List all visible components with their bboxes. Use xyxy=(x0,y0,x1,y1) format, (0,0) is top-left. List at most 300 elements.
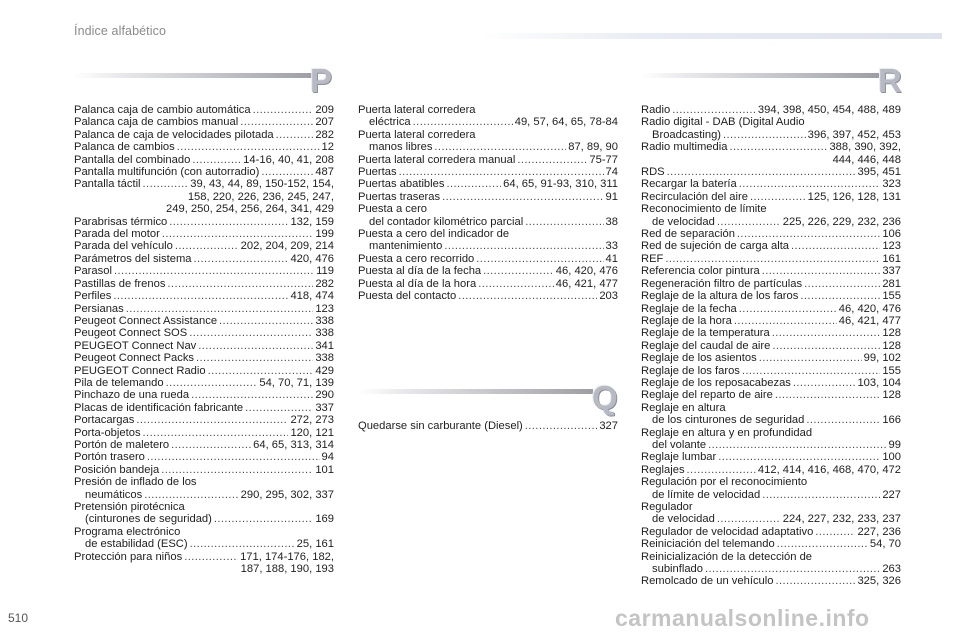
index-entry-row xyxy=(641,340,901,352)
index-entry-text: Remolcado de un vehículo xyxy=(641,575,774,588)
index-entry-row xyxy=(74,178,334,190)
dot-leader xyxy=(136,414,288,426)
index-entry-pages: 225, 226, 229, 232, 236 xyxy=(782,215,901,228)
dot-leader xyxy=(169,216,288,228)
dot-leader xyxy=(126,303,314,315)
index-entry-pages: 396, 397, 452, 453 xyxy=(807,128,901,141)
dot-leader xyxy=(177,141,320,153)
index-entry-row xyxy=(74,166,334,178)
index-entry-row xyxy=(641,365,901,377)
dot-leader xyxy=(413,116,513,128)
index-entry xyxy=(641,203,901,228)
index-entry xyxy=(641,389,901,401)
section-q-letter: Q xyxy=(592,379,618,416)
index-entry-row xyxy=(641,489,901,501)
index-entry-text: Reglaje de los reposacabezas xyxy=(641,376,791,389)
index-entry-row xyxy=(74,253,334,265)
section-p-letter: P xyxy=(310,62,333,99)
dot-leader xyxy=(729,141,827,153)
index-entry-row xyxy=(641,278,901,290)
index-entry-pages: 155 xyxy=(882,364,901,377)
dot-leader xyxy=(442,191,603,203)
index-entry xyxy=(74,104,334,116)
index-entry xyxy=(641,253,901,265)
index-entry-row xyxy=(74,240,334,252)
index-entry-row xyxy=(641,141,901,153)
dot-leader xyxy=(775,575,855,587)
dot-leader xyxy=(171,439,251,451)
index-entry xyxy=(358,191,618,203)
index-entry-row xyxy=(74,327,334,339)
dot-leader xyxy=(196,352,313,364)
index-entry xyxy=(74,154,334,166)
index-entry-row xyxy=(641,513,901,525)
dot-leader xyxy=(446,178,501,190)
dot-leader xyxy=(672,104,756,116)
index-entry xyxy=(641,352,901,364)
index-entry-pages: 54, 70, 71, 139 xyxy=(259,376,334,389)
index-entry-pages: 103, 104 xyxy=(857,376,901,389)
index-entry-row xyxy=(74,365,334,377)
index-entry-text: Protección para niños xyxy=(74,550,183,563)
index-entry-row xyxy=(641,451,901,463)
dot-leader xyxy=(175,240,239,252)
index-entry-row xyxy=(74,303,334,315)
index-entry xyxy=(74,315,334,327)
index-entry-row xyxy=(74,538,334,550)
index-entry-text: Recargar la batería xyxy=(641,178,737,191)
dot-leader xyxy=(240,116,313,128)
dot-leader xyxy=(705,563,880,575)
index-entry-row xyxy=(641,191,901,203)
index-entry-text: Parada del motor xyxy=(74,228,160,241)
index-entry xyxy=(74,377,334,389)
index-entry-pages-continued: 444, 446, 448 xyxy=(832,153,901,166)
index-entry-row xyxy=(358,265,618,277)
index-entry xyxy=(74,501,334,526)
index-entry-pages: 199 xyxy=(315,228,334,241)
index-entry-heading: Puesta a cero del indicador de xyxy=(358,228,510,241)
index-entry-heading: Regulación por el reconocimiento xyxy=(641,476,808,489)
index-entry-text: Parasol xyxy=(74,265,112,278)
index-entry-text: Reglaje de la altura de los faros xyxy=(641,290,799,303)
dot-leader xyxy=(762,265,881,277)
index-entry xyxy=(641,265,901,277)
dot-leader xyxy=(219,315,313,327)
index-entry xyxy=(641,427,901,452)
index-entry-text: de velocidad xyxy=(652,215,715,228)
index-entry-pages-continued: 249, 250, 254, 256, 264, 341, 429 xyxy=(166,203,334,216)
index-entry-row xyxy=(641,414,901,426)
index-entry-pages-continued: 187, 188, 190, 193 xyxy=(240,563,334,576)
dot-leader xyxy=(739,178,881,190)
index-entry-pages: 54, 70 xyxy=(869,538,901,551)
dot-leader xyxy=(191,389,313,401)
index-entry xyxy=(358,290,618,302)
index-entry-heading: Pretensión pirotécnica xyxy=(74,501,185,513)
index-entry-pages: 46, 420, 476 xyxy=(555,265,618,278)
dot-leader xyxy=(167,278,313,290)
index-entry-text: del volante xyxy=(652,438,707,451)
index-entry-text: Perfiles xyxy=(74,290,112,303)
index-entry-text: de límite de velocidad xyxy=(652,488,761,501)
index-entry-heading: Programa electrónico xyxy=(74,525,181,538)
index-entry-text: Reglaje de los faros xyxy=(641,364,740,377)
index-entry-row xyxy=(358,216,618,228)
index-entry-row xyxy=(641,377,901,389)
index-entry xyxy=(74,365,334,377)
index-entry-row xyxy=(74,141,334,153)
index-entry xyxy=(641,451,901,463)
index-entry xyxy=(74,414,334,426)
dot-leader xyxy=(734,315,837,327)
index-entry-pages: 99, 102 xyxy=(863,352,901,365)
index-entry-text: de los cinturones de seguridad xyxy=(652,414,805,427)
index-entry-pages: 123 xyxy=(882,240,901,253)
index-entry-text: Puertas xyxy=(358,166,397,179)
index-entry-row xyxy=(74,352,334,364)
index-entry-pages: 418, 474 xyxy=(290,290,334,303)
index-entry-row xyxy=(74,104,334,116)
index-entry xyxy=(641,551,901,576)
index-entry xyxy=(641,402,901,427)
dot-leader xyxy=(806,414,880,426)
dot-leader xyxy=(208,365,314,377)
index-entry-pages: 388, 390, 392, xyxy=(829,141,901,154)
index-entry-row xyxy=(641,352,901,364)
index-entry xyxy=(358,265,618,277)
index-entry xyxy=(641,575,901,587)
index-entry-heading: Regulador xyxy=(641,501,693,513)
index-entry-row xyxy=(358,253,618,265)
dot-leader xyxy=(800,290,880,302)
dot-leader xyxy=(742,365,880,377)
index-entry-text: RDS xyxy=(641,166,665,179)
dot-leader xyxy=(476,253,603,265)
index-entry-row xyxy=(74,116,334,128)
index-entry xyxy=(641,303,901,315)
index-entry-text: (cinturones de seguridad) xyxy=(85,513,212,526)
index-entry xyxy=(74,303,334,315)
dot-leader xyxy=(517,154,587,166)
index-entry xyxy=(641,365,901,377)
dot-leader xyxy=(276,129,314,141)
index-entry-pages: 224, 227, 232, 233, 237 xyxy=(782,513,901,526)
index-entry-text: Referencia color pintura xyxy=(641,265,760,278)
index-entry-row xyxy=(641,290,901,302)
index-entry-pages: 119 xyxy=(316,265,334,278)
index-entry xyxy=(74,240,334,252)
index-entry-pages: 64, 65, 313, 314 xyxy=(253,438,334,451)
index-entry-heading: Reconocimiento de límite xyxy=(641,203,767,216)
index-entry xyxy=(74,439,334,451)
dot-leader xyxy=(708,439,886,451)
index-entry-pages: 46, 420, 476 xyxy=(838,302,901,315)
dot-leader xyxy=(737,228,880,240)
dot-leader xyxy=(739,303,837,315)
index-entry-pages: 290 xyxy=(315,389,334,402)
dot-leader xyxy=(777,538,868,550)
index-entry-row xyxy=(358,141,618,153)
index-entry-pages: 39, 43, 44, 89, 150-152, 154, xyxy=(190,178,334,191)
dot-leader xyxy=(723,129,806,141)
index-entry-text: Pastillas de frenos xyxy=(74,277,166,290)
index-entry xyxy=(641,191,901,203)
index-entry xyxy=(641,476,901,501)
index-entry-text: Puerta lateral corredera manual xyxy=(358,153,516,166)
header-divider xyxy=(480,33,942,39)
index-entry-text: Recirculación del aire xyxy=(641,190,748,203)
index-entry-row xyxy=(641,303,901,315)
index-entry-pages: 338 xyxy=(315,352,334,365)
index-entry-text: mantenimiento xyxy=(369,240,443,253)
dot-leader xyxy=(718,451,880,463)
index-entry-text: PEUGEOT Connect Radio xyxy=(74,364,206,377)
index-entry xyxy=(358,278,618,290)
index-entry-pages: 282 xyxy=(315,128,334,141)
index-entry-text: Porta-objetos xyxy=(74,426,141,439)
index-entry xyxy=(358,154,618,166)
index-entry-text: Puertas traseras xyxy=(358,190,441,203)
index-entry-pages: 337 xyxy=(315,401,334,414)
index-entry-text: Peugeot Connect Packs xyxy=(74,352,195,365)
index-entry-text: Puertas abatibles xyxy=(358,178,445,191)
index-entry-pages: 202, 204, 209, 214 xyxy=(240,240,334,253)
dot-leader xyxy=(717,216,781,228)
index-entry-pages: 281 xyxy=(882,277,901,290)
index-entry-pages: 272, 273 xyxy=(290,414,334,427)
dot-leader xyxy=(444,240,603,252)
index-entry-row xyxy=(74,129,334,141)
index-entry-row xyxy=(74,414,334,426)
index-entry-pages: 106 xyxy=(882,228,901,241)
index-entry-pages: 128 xyxy=(882,327,901,340)
index-entry-row xyxy=(74,290,334,302)
index-entry-pages: 101 xyxy=(315,463,334,476)
dot-leader xyxy=(434,141,566,153)
index-entry xyxy=(641,228,901,240)
index-entry xyxy=(358,253,618,265)
index-entry-pages: 227 xyxy=(882,488,901,501)
index-entry-row xyxy=(74,377,334,389)
index-entry-pages: 25, 161 xyxy=(296,538,334,551)
index-entry xyxy=(641,501,901,526)
index-entry-row xyxy=(641,104,901,116)
index-entry-row xyxy=(641,439,901,451)
index-entry-text: subinflado xyxy=(652,563,704,576)
index-column-q xyxy=(358,420,618,432)
index-entry-pages: 323 xyxy=(882,178,901,191)
index-entry-row xyxy=(74,389,334,401)
index-entry-text: Posición bandeja xyxy=(74,463,160,476)
index-entry-row xyxy=(74,489,334,501)
dot-leader xyxy=(114,265,314,277)
index-entry-pages: 263 xyxy=(882,563,901,576)
dot-leader xyxy=(791,240,880,252)
index-entry-pages: 227, 236 xyxy=(857,525,901,538)
index-entry-row xyxy=(641,216,901,228)
index-entry-text: Palanca caja de cambios manual xyxy=(74,116,239,129)
index-entry-heading: Puesta a cero xyxy=(358,203,428,216)
index-entry xyxy=(74,166,334,178)
index-entry-row xyxy=(641,464,901,476)
index-entry-pages: 128 xyxy=(882,389,901,402)
dot-leader xyxy=(194,253,289,265)
index-entry-text: Palanca de cambios xyxy=(74,141,175,154)
index-entry-pages: 395, 451 xyxy=(857,166,901,179)
index-entry-row xyxy=(641,315,901,327)
dot-leader xyxy=(793,377,856,389)
dot-leader xyxy=(161,464,313,476)
index-entry-text: Pantalla táctil xyxy=(74,178,141,191)
index-entry-row xyxy=(358,178,618,190)
index-entry-text: Portón de maletero xyxy=(74,438,170,451)
index-entry xyxy=(74,427,334,439)
section-p-divider xyxy=(74,73,314,78)
index-entry-text: Reglaje lumbar xyxy=(641,451,717,464)
index-entry-pages: 38 xyxy=(605,215,618,228)
dot-leader xyxy=(253,104,314,116)
index-entry-pages: 341 xyxy=(315,339,334,352)
index-entry-pages: 49, 57, 64, 65, 78-84 xyxy=(514,116,618,129)
index-entry-row xyxy=(74,315,334,327)
index-entry-text: neumáticos xyxy=(85,488,143,501)
index-entry xyxy=(641,340,901,352)
index-entry-pages: 327 xyxy=(599,420,618,432)
index-entry-row xyxy=(641,575,901,587)
index-entry xyxy=(74,265,334,277)
index-entry-row xyxy=(358,290,618,302)
index-entry-text: Red de sujeción de carga alta xyxy=(641,240,790,253)
dot-leader xyxy=(525,420,598,432)
index-entry-text: Palanca caja de cambio automática xyxy=(74,104,251,116)
index-entry-text: Palanca de caja de velocidades pilotada xyxy=(74,128,274,141)
index-entry xyxy=(74,116,334,128)
index-entry-row xyxy=(641,253,901,265)
dot-leader xyxy=(147,451,320,463)
index-entry-text: Pantalla del combinado xyxy=(74,153,191,166)
index-entry-text: Puesta a cero recorrido xyxy=(358,252,475,265)
index-entry-row xyxy=(358,116,618,128)
index-entry-text: PEUGEOT Connect Nav xyxy=(74,339,197,352)
index-entry xyxy=(74,451,334,463)
index-entry-pages: 171, 174-176, 182, xyxy=(240,550,334,563)
index-entry-pages: 12 xyxy=(321,141,334,154)
index-entry-pages: 325, 326 xyxy=(857,575,901,588)
dot-leader xyxy=(113,290,288,302)
dot-leader xyxy=(483,265,554,277)
index-entry-text: REF xyxy=(641,252,664,265)
index-entry-row xyxy=(641,265,901,277)
index-entry xyxy=(358,228,618,253)
index-entry-pages: 33 xyxy=(605,240,618,253)
index-entry-pages: 203 xyxy=(599,290,618,303)
index-entry xyxy=(358,178,618,190)
index-entry-text: Peugeot Connect Assistance xyxy=(74,314,218,327)
index-entry-pages: 123 xyxy=(315,302,334,315)
index-entry-row xyxy=(641,526,901,538)
index-entry xyxy=(641,166,901,178)
index-entry xyxy=(358,166,618,178)
index-entry-pages: 46, 421, 477 xyxy=(555,277,618,290)
index-entry-text: Peugeot Connect SOS xyxy=(74,327,188,340)
index-entry xyxy=(358,104,618,129)
index-entry-pages: 290, 295, 302, 337 xyxy=(240,488,334,501)
index-entry xyxy=(641,526,901,538)
index-entry-heading: Puerta lateral corredera xyxy=(358,104,476,116)
index-entry xyxy=(74,340,334,352)
index-entry-text: Portacargas xyxy=(74,414,135,427)
index-entry-pages: 161 xyxy=(882,252,901,265)
index-entry-pages: 120, 121 xyxy=(290,426,334,439)
index-entry-row xyxy=(74,154,334,166)
dot-leader xyxy=(245,402,313,414)
dot-leader xyxy=(750,191,806,203)
index-entry-text: Quedarse sin carburante (Diesel) xyxy=(358,420,523,432)
section-q-divider xyxy=(358,389,593,394)
index-entry xyxy=(641,240,901,252)
index-entry-text: eléctrica xyxy=(369,116,411,129)
index-entry-text: Parabrisas térmico xyxy=(74,215,168,228)
index-entry-row xyxy=(358,420,618,432)
index-entry-pages: 338 xyxy=(315,327,334,340)
index-entry-row xyxy=(74,216,334,228)
dot-leader xyxy=(665,253,880,265)
index-entry-row xyxy=(641,389,901,401)
index-entry-pages: 420, 476 xyxy=(290,252,334,265)
index-entry-text: Puesta del contacto xyxy=(358,290,457,303)
index-entry xyxy=(74,526,334,551)
index-entry-text: Placas de identificación fabricante xyxy=(74,401,244,414)
index-entry-row xyxy=(74,439,334,451)
index-entry xyxy=(74,216,334,228)
watermark: carmanualsonline.info xyxy=(615,605,870,631)
index-entry-text: Reglaje de los asientos xyxy=(641,352,757,365)
index-entry-text: Portón trasero xyxy=(74,451,145,464)
index-entry-row xyxy=(74,513,334,525)
dot-leader xyxy=(772,327,881,339)
index-entry-pages: 74 xyxy=(605,166,618,179)
dot-leader xyxy=(815,526,855,538)
index-entry-text: Radio multimedia xyxy=(641,141,728,154)
index-entry-heading: Reglaje en altura y en profundidad xyxy=(641,426,813,439)
index-entry xyxy=(74,476,334,501)
index-entry xyxy=(641,116,901,141)
index-entry-row xyxy=(641,178,901,190)
dot-leader xyxy=(772,340,880,352)
index-entry xyxy=(74,129,334,141)
index-entry-pages: 128 xyxy=(882,339,901,352)
index-entry-row xyxy=(641,240,901,252)
index-entry-text: Reiniciación del telemando xyxy=(641,538,775,551)
index-entry xyxy=(641,315,901,327)
index-entry xyxy=(74,253,334,265)
index-entry-pages: 412, 414, 416, 468, 470, 472 xyxy=(757,463,901,476)
index-entry xyxy=(641,464,901,476)
index-entry-pages: 394, 398, 450, 454, 488, 489 xyxy=(757,104,901,116)
index-column-p xyxy=(74,104,334,575)
index-entry xyxy=(641,178,901,190)
index-entry-text: Reglaje de la hora xyxy=(641,314,732,327)
index-entry-heading: Presión de inflado de los xyxy=(74,476,197,489)
index-entry-text: Red de separación xyxy=(641,228,735,241)
dot-leader xyxy=(525,216,603,228)
index-entry-pages: 87, 89, 90 xyxy=(568,141,618,154)
index-entry-row xyxy=(358,278,618,290)
index-entry-text: Parada del vehículo xyxy=(74,240,173,253)
dot-leader xyxy=(144,489,238,501)
section-r-divider xyxy=(641,73,879,78)
